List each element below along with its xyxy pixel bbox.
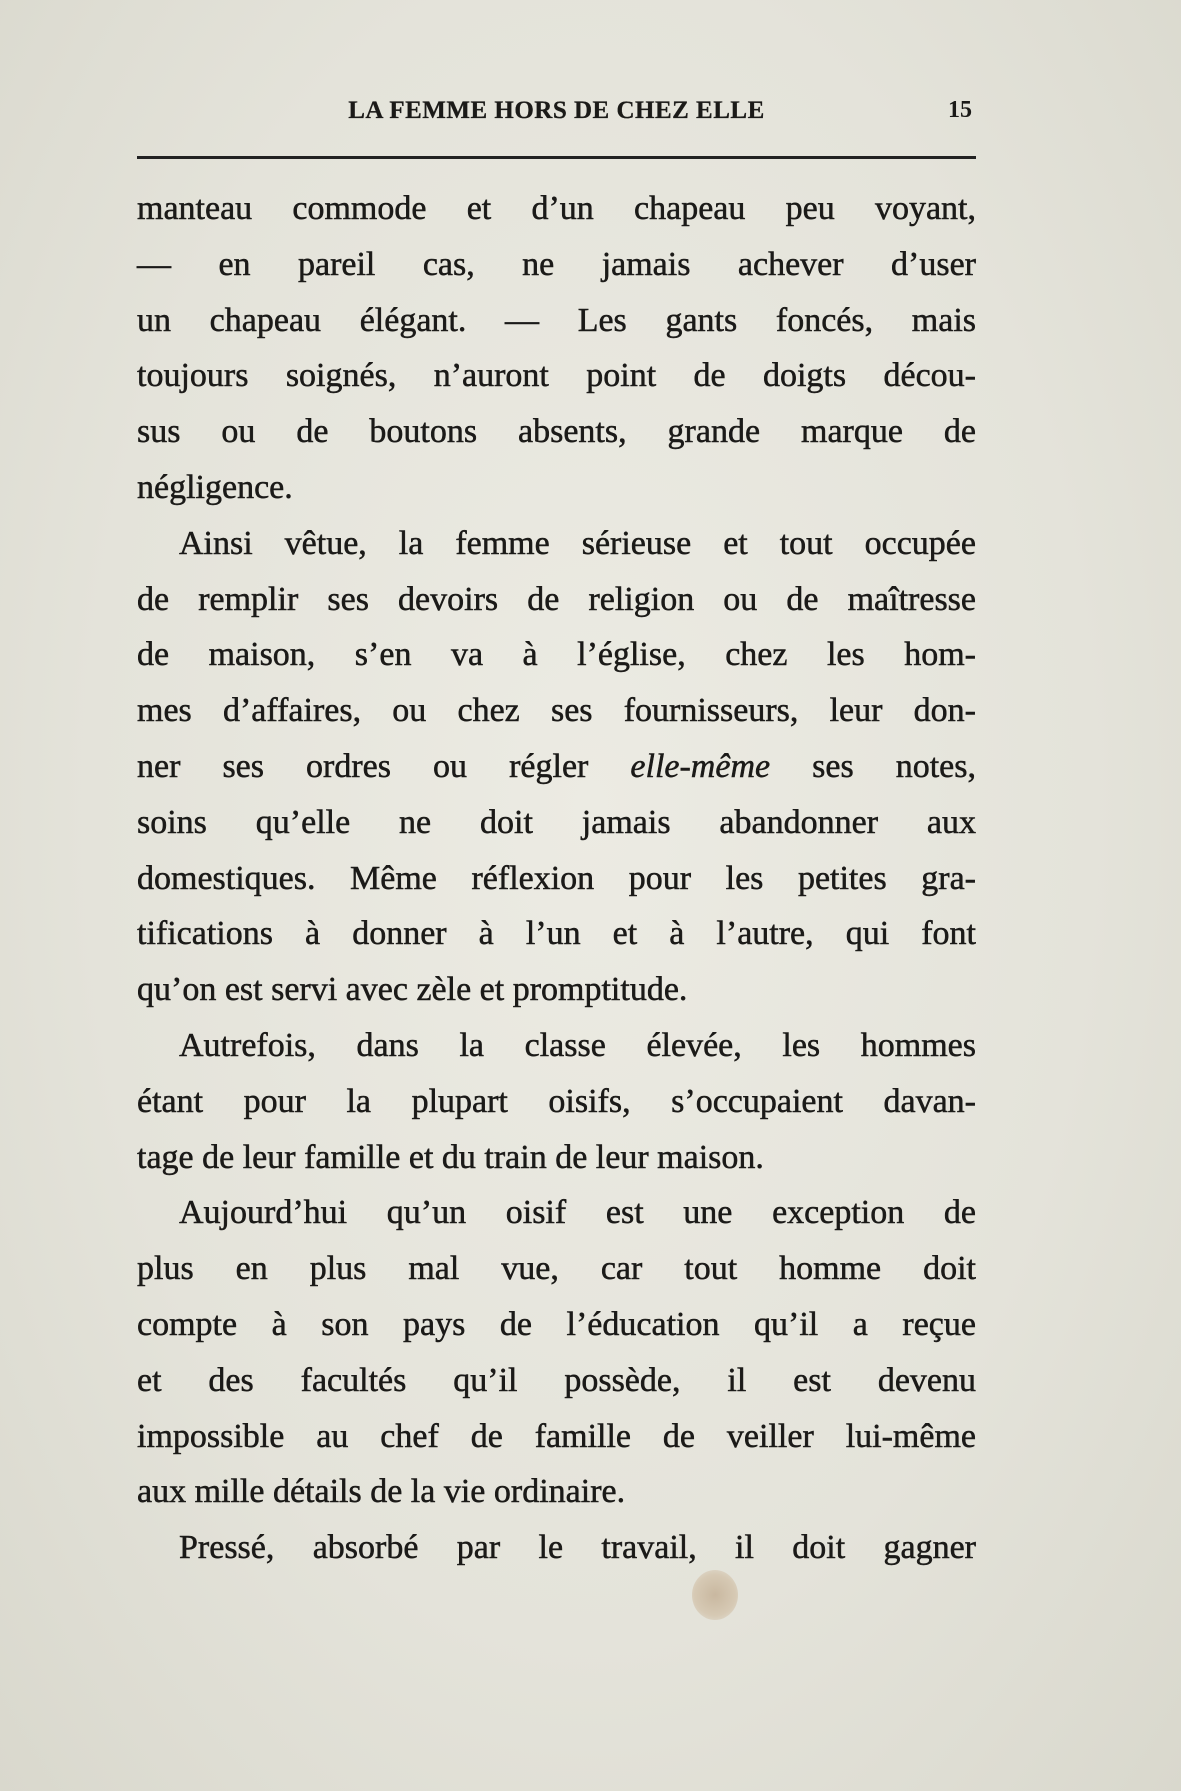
text-line: Aujourd’hui qu’un oisif est une exception de bbox=[179, 1194, 976, 1232]
text-line: manteau commode et d’un chapeau peu voyant, bbox=[137, 190, 976, 227]
text-line: tage de leur famille et du train de leur maison. bbox=[137, 1138, 764, 1176]
text-line bbox=[137, 747, 976, 787]
text-line: étant pour la plupart oisifs, s’occupaient davan- bbox=[137, 1082, 976, 1120]
text-line: soins qu’elle ne doit jamais abandonner aux bbox=[137, 803, 976, 841]
text-line: mes d’affaires, ou chez ses fournisseurs, leur don- bbox=[137, 692, 976, 730]
text-line: sus ou de boutons absents, grande marque de bbox=[137, 413, 976, 451]
text-line: plus en plus mal vue, car tout homme doit bbox=[137, 1250, 976, 1288]
emphasis-text: elle-même bbox=[630, 748, 771, 785]
text-line: toujours soignés, n’auront point de doigts décou- bbox=[137, 357, 976, 395]
text-line: qu’on est servi avec zèle et promptitude. bbox=[137, 971, 688, 1009]
text-line: Pressé, absorbé par le travail, il doit gagner bbox=[179, 1529, 976, 1567]
text-segment: ses notes, bbox=[770, 748, 976, 785]
running-header bbox=[137, 97, 976, 131]
text-line: aux mille détails de la vie ordinaire. bbox=[137, 1473, 626, 1511]
paper-stain bbox=[692, 1570, 738, 1620]
page-number: 15 bbox=[948, 97, 972, 123]
text-line: impossible au chef de famille de veiller lui-même bbox=[137, 1417, 976, 1455]
text-line: de maison, s’en va à l’église, chez les hom- bbox=[137, 636, 976, 674]
running-title: LA FEMME HORS DE CHEZ ELLE bbox=[348, 97, 765, 124]
header-rule bbox=[137, 156, 976, 159]
text-line: négligence. bbox=[137, 469, 293, 506]
text-segment: ner ses ordres ou régler bbox=[137, 748, 631, 785]
text-line: un chapeau élégant. — Les gants foncés, mais bbox=[137, 301, 976, 339]
text-line: — en pareil cas, ne jamais achever d’user bbox=[137, 245, 976, 283]
text-line: tifications à donner à l’un et à l’autre, qui font bbox=[137, 915, 976, 953]
text-line: Autrefois, dans la classe élevée, les hommes bbox=[179, 1027, 976, 1064]
text-line: de remplir ses devoirs de religion ou de maîtresse bbox=[137, 580, 976, 618]
text-line: et des facultés qu’il possède, il est devenu bbox=[137, 1361, 976, 1399]
text-line: domestiques. Même réflexion pour les petites gra- bbox=[137, 859, 976, 897]
text-line: Ainsi vêtue, la femme sérieuse et tout occupée bbox=[179, 524, 976, 562]
text-line: compte à son pays de l’éducation qu’il a reçue bbox=[137, 1306, 976, 1343]
